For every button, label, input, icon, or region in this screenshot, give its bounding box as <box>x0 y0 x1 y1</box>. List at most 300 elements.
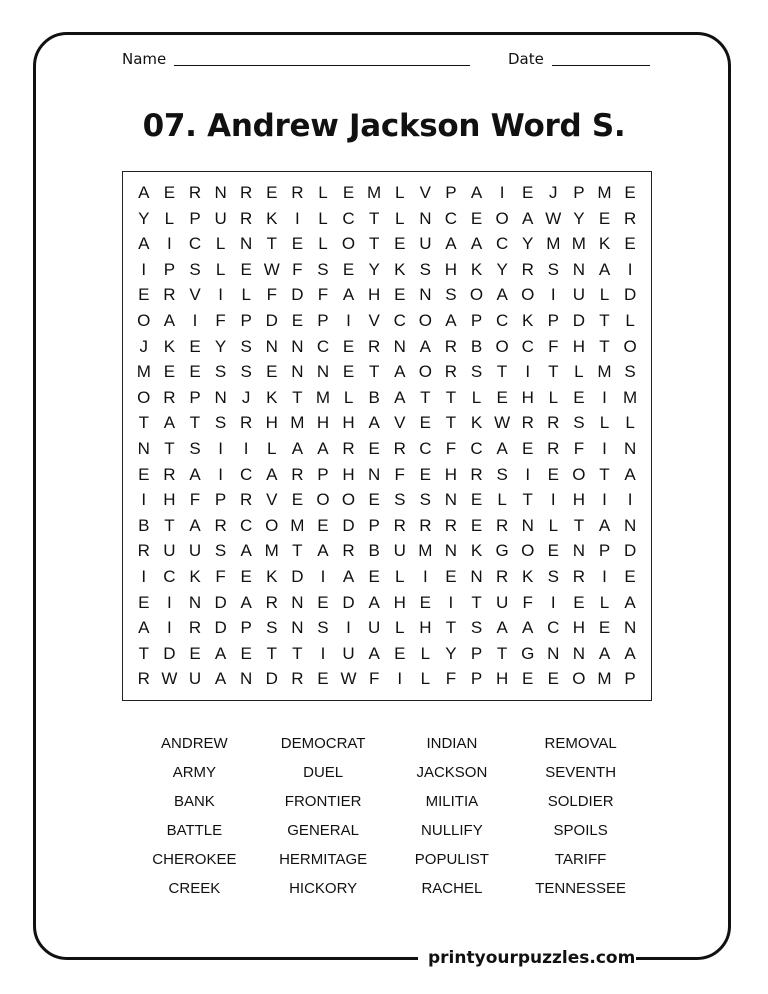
grid-cell: C <box>495 310 509 330</box>
grid-cell: P <box>470 669 483 689</box>
grid-cell: M <box>290 413 305 433</box>
grid-cell: H <box>316 413 330 433</box>
grid-cell: O <box>265 515 279 535</box>
word-list-item: BATTLE <box>166 822 223 839</box>
grid-cell: M <box>597 362 612 382</box>
grid-cell: S <box>445 285 457 305</box>
puzzle-grid-box <box>122 171 652 701</box>
grid-cell: A <box>598 515 611 535</box>
grid-cell: U <box>342 643 355 663</box>
grid-cell: A <box>496 618 508 638</box>
grid-cell: S <box>394 490 406 510</box>
grid-cell: N <box>240 234 253 254</box>
grid-cell: R <box>240 183 253 202</box>
grid-cell: L <box>395 618 405 638</box>
grid-cell: T <box>599 336 610 356</box>
grid-cell: L <box>548 515 559 535</box>
grid-cell: A <box>470 183 483 202</box>
grid-cell: T <box>189 413 201 433</box>
grid-cell: A <box>445 234 457 254</box>
grid-cell: O <box>572 669 586 689</box>
footer <box>0 946 768 972</box>
grid-cell: E <box>496 387 508 407</box>
grid-cell: D <box>291 285 304 305</box>
grid-cell: A <box>317 541 329 561</box>
word-list <box>130 734 645 908</box>
grid-cell: H <box>444 464 458 484</box>
grid-cell: E <box>291 310 304 330</box>
grid-cell: E <box>470 515 483 535</box>
grid-cell: O <box>521 285 535 305</box>
grid-cell: I <box>320 643 326 663</box>
grid-cell: E <box>547 464 559 484</box>
grid-cell: P <box>547 310 559 330</box>
grid-cell: T <box>164 515 175 535</box>
grid-cell: E <box>240 566 252 586</box>
grid-cell: L <box>318 183 328 202</box>
grid-cell: E <box>317 515 329 535</box>
grid-cell: E <box>522 438 534 458</box>
grid-cell: C <box>316 336 330 356</box>
word-list-item: BANK <box>173 793 215 810</box>
grid-cell: R <box>547 438 560 458</box>
name-label: Name <box>122 50 167 68</box>
grid-cell: R <box>137 541 150 561</box>
grid-cell: A <box>138 618 150 638</box>
grid-cell: O <box>495 336 509 356</box>
grid-cell: R <box>495 515 509 535</box>
grid-cell: E <box>624 234 636 254</box>
grid-cell: R <box>495 566 509 586</box>
grid-cell: I <box>602 438 607 458</box>
grid-cell: T <box>266 643 277 663</box>
grid-cell: R <box>393 515 406 535</box>
grid-cell: E <box>240 643 252 663</box>
grid-cell: N <box>368 464 381 484</box>
grid-cell: F <box>522 592 533 612</box>
grid-cell: I <box>602 387 607 407</box>
grid-cell: O <box>418 310 432 330</box>
grid-cell: U <box>572 285 586 305</box>
grid-cell: P <box>317 310 329 330</box>
grid-cell: E <box>419 592 431 612</box>
grid-cell: T <box>138 643 149 663</box>
grid-cell: F <box>368 669 380 689</box>
word-list-item: TARIFF <box>554 851 607 868</box>
grid-cell: V <box>189 285 201 305</box>
word-list-item: SEVENTH <box>545 764 617 781</box>
grid-cell: P <box>317 464 329 484</box>
grid-cell: E <box>317 669 329 689</box>
grid-cell: F <box>317 285 329 305</box>
grid-cell: A <box>522 618 534 638</box>
grid-cell: I <box>448 592 454 612</box>
grid-cell: T <box>548 362 559 382</box>
grid-cell: H <box>265 413 278 433</box>
grid-cell: C <box>188 234 202 254</box>
grid-cell: S <box>214 413 227 433</box>
grid-cell: A <box>240 541 252 561</box>
grid-cell: T <box>599 310 610 330</box>
grid-cell: R <box>521 413 534 433</box>
grid-cell: S <box>470 618 483 638</box>
grid-cell: N <box>572 643 586 663</box>
grid-cell: D <box>623 285 637 305</box>
word-list-item: TENNESSEE <box>535 880 627 897</box>
grid-cell: D <box>265 310 278 330</box>
grid-cell: H <box>495 669 509 689</box>
grid-cell: A <box>317 438 329 458</box>
grid-cell: A <box>342 285 355 305</box>
grid-cell: A <box>419 336 431 356</box>
grid-cell: I <box>525 464 531 484</box>
grid-cell: T <box>292 541 303 561</box>
grid-cell: E <box>573 592 585 612</box>
grid-cell: R <box>623 208 637 228</box>
grid-cell: N <box>316 362 330 382</box>
grid-cell: O <box>137 310 151 330</box>
grid-cell: A <box>368 413 380 433</box>
grid-cell: K <box>163 336 176 356</box>
grid-cell: M <box>418 541 433 561</box>
name-line <box>174 65 470 66</box>
grid-cell: T <box>420 387 431 407</box>
grid-cell: U <box>495 592 509 612</box>
grid-cell: U <box>188 669 202 689</box>
grid-cell: R <box>163 387 176 407</box>
grid-cell: T <box>496 362 508 382</box>
grid-cell: C <box>419 438 432 458</box>
grid-cell: R <box>393 438 406 458</box>
grid-cell: O <box>341 234 356 254</box>
grid-cell: N <box>393 336 406 356</box>
grid-cell: E <box>266 183 278 202</box>
grid-cell: I <box>602 566 607 586</box>
grid-cell: N <box>214 183 227 202</box>
grid-cell: R <box>188 183 202 202</box>
grid-cell: V <box>394 413 406 433</box>
word-list-item: ANDREW <box>161 735 228 752</box>
letter-grid <box>131 180 643 692</box>
grid-cell: I <box>167 592 172 612</box>
grid-cell: A <box>138 183 150 202</box>
grid-cell: A <box>624 464 636 484</box>
site-name: printyourpuzzles.com <box>428 948 636 968</box>
grid-cell: I <box>397 669 403 689</box>
grid-cell: A <box>522 208 534 228</box>
grid-cell: I <box>550 490 556 510</box>
grid-cell: R <box>342 438 355 458</box>
grid-cell: E <box>470 490 483 510</box>
grid-cell: A <box>266 464 278 484</box>
grid-cell: L <box>395 208 405 228</box>
grid-cell: E <box>291 234 304 254</box>
grid-cell: R <box>240 208 253 228</box>
word-list-item: MILITIA <box>425 793 479 810</box>
grid-cell: L <box>215 259 226 279</box>
grid-cell: A <box>598 259 611 279</box>
word-list-item: DEMOCRAT <box>280 735 366 752</box>
grid-cell: A <box>214 643 227 663</box>
grid-cell: T <box>368 362 380 382</box>
grid-cell: H <box>342 413 355 433</box>
grid-cell: P <box>240 310 252 330</box>
grid-cell: R <box>444 362 458 382</box>
grid-cell: C <box>495 234 509 254</box>
grid-cell: D <box>163 643 176 663</box>
grid-cell: I <box>294 208 300 228</box>
grid-cell: N <box>188 592 202 612</box>
grid-cell: E <box>342 362 355 382</box>
grid-cell: A <box>368 643 380 663</box>
grid-cell: W <box>494 413 511 433</box>
grid-cell: L <box>599 413 610 433</box>
grid-cell: L <box>267 438 277 458</box>
word-list-item: NULLIFY <box>421 822 483 839</box>
grid-cell: D <box>291 566 304 586</box>
grid-cell: Y <box>138 208 150 228</box>
grid-cell: R <box>163 464 176 484</box>
grid-cell: R <box>240 490 253 510</box>
grid-cell: R <box>521 259 534 279</box>
grid-cell: E <box>445 566 457 586</box>
grid-cell: R <box>291 464 304 484</box>
grid-cell: L <box>599 592 610 612</box>
grid-cell: M <box>290 515 305 535</box>
grid-cell: I <box>346 310 351 330</box>
grid-cell: A <box>624 643 636 663</box>
grid-cell: H <box>444 259 458 279</box>
grid-cell: C <box>547 618 560 638</box>
grid-cell: I <box>627 259 633 279</box>
grid-cell: F <box>266 285 277 305</box>
grid-cell: L <box>395 566 405 586</box>
grid-cell: E <box>547 541 559 561</box>
grid-cell: D <box>623 541 637 561</box>
grid-cell: C <box>240 464 253 484</box>
grid-cell: E <box>240 259 252 279</box>
grid-cell: C <box>444 208 458 228</box>
grid-cell: T <box>292 643 303 663</box>
grid-cell: T <box>522 490 533 510</box>
grid-cell: E <box>138 464 150 484</box>
grid-cell: T <box>573 515 585 535</box>
grid-cell: K <box>394 259 406 279</box>
grid-cell: E <box>368 566 380 586</box>
grid-cell: L <box>343 387 354 407</box>
grid-cell: D <box>214 618 227 638</box>
grid-cell: S <box>470 362 483 382</box>
grid-cell: S <box>189 438 201 458</box>
grid-cell: A <box>368 592 380 612</box>
grid-cell: K <box>522 310 534 330</box>
grid-cell: Y <box>214 336 227 356</box>
grid-cell: Y <box>368 259 380 279</box>
grid-cell: M <box>597 183 612 202</box>
grid-cell: A <box>291 438 304 458</box>
grid-cell: M <box>315 387 331 407</box>
grid-cell: B <box>138 515 150 535</box>
grid-cell: M <box>136 362 151 382</box>
grid-cell: T <box>368 234 380 254</box>
grid-cell: U <box>368 618 381 638</box>
grid-cell: O <box>316 490 330 510</box>
grid-cell: N <box>291 592 304 612</box>
grid-cell: K <box>470 259 483 279</box>
grid-cell: L <box>548 387 559 407</box>
grid-cell: N <box>419 208 432 228</box>
grid-cell: F <box>548 336 559 356</box>
grid-cell: L <box>625 310 635 330</box>
grid-cell: H <box>368 285 381 305</box>
grid-cell: A <box>240 592 252 612</box>
grid-cell: A <box>189 464 201 484</box>
grid-cell: T <box>266 234 277 254</box>
grid-cell: H <box>163 490 176 510</box>
grid-cell: L <box>599 285 610 305</box>
grid-cell: H <box>393 592 406 612</box>
grid-cell: S <box>189 259 201 279</box>
grid-cell: I <box>627 490 633 510</box>
grid-cell: R <box>291 669 304 689</box>
grid-cell: A <box>394 387 406 407</box>
word-list-item: FRONTIER <box>284 793 362 810</box>
word-list-item: JACKSON <box>416 764 488 781</box>
grid-cell: N <box>521 515 534 535</box>
grid-cell: Y <box>445 643 457 663</box>
grid-cell: K <box>266 208 278 228</box>
grid-cell: R <box>163 285 176 305</box>
grid-cell: I <box>167 234 172 254</box>
grid-cell: A <box>214 669 227 689</box>
grid-cell: W <box>161 669 178 689</box>
grid-cell: O <box>137 387 151 407</box>
grid-cell: E <box>394 643 406 663</box>
grid-cell: E <box>163 183 176 202</box>
grid-cell: J <box>549 183 558 202</box>
grid-cell: R <box>547 413 560 433</box>
grid-cell: R <box>214 515 227 535</box>
name-date-row <box>122 50 652 74</box>
grid-cell: R <box>368 336 381 356</box>
grid-cell: T <box>445 413 457 433</box>
grid-cell: F <box>573 438 585 458</box>
grid-cell: A <box>163 413 176 433</box>
grid-cell: V <box>266 490 278 510</box>
grid-cell: E <box>419 413 431 433</box>
grid-cell: E <box>138 592 150 612</box>
word-list-item: RACHEL <box>421 880 483 897</box>
grid-cell: R <box>419 515 432 535</box>
grid-cell: L <box>241 285 251 305</box>
grid-cell: P <box>189 208 201 228</box>
grid-cell: I <box>346 618 351 638</box>
grid-cell: S <box>419 259 431 279</box>
grid-cell: I <box>422 566 428 586</box>
grid-cell: A <box>342 566 355 586</box>
grid-cell: O <box>572 464 586 484</box>
grid-cell: I <box>167 618 172 638</box>
grid-cell: L <box>471 387 482 407</box>
grid-cell: D <box>342 515 355 535</box>
grid-cell: V <box>419 183 431 202</box>
grid-cell: E <box>522 183 534 202</box>
grid-cell: L <box>318 234 328 254</box>
grid-cell: E <box>624 566 636 586</box>
grid-cell: U <box>163 541 176 561</box>
grid-cell: K <box>470 413 483 433</box>
grid-cell: K <box>598 234 611 254</box>
grid-cell: C <box>342 208 355 228</box>
grid-cell: E <box>163 362 176 382</box>
word-list-item: SOLDIER <box>547 793 614 810</box>
grid-cell: O <box>341 490 356 510</box>
grid-cell: U <box>419 234 432 254</box>
grid-cell: M <box>597 669 612 689</box>
grid-cell: P <box>368 515 380 535</box>
grid-cell: E <box>394 285 406 305</box>
grid-cell: J <box>139 336 149 356</box>
grid-cell: N <box>214 387 227 407</box>
grid-cell: I <box>218 438 223 458</box>
grid-cell: F <box>215 310 226 330</box>
grid-cell: K <box>266 387 278 407</box>
grid-cell: P <box>573 183 585 202</box>
grid-cell: T <box>445 387 457 407</box>
grid-cell: M <box>622 387 638 407</box>
grid-cell: L <box>420 669 431 689</box>
grid-cell: E <box>598 208 611 228</box>
grid-cell: N <box>572 541 586 561</box>
grid-cell: I <box>243 438 249 458</box>
grid-cell: C <box>240 515 253 535</box>
grid-cell: E <box>368 490 380 510</box>
grid-cell: E <box>547 669 559 689</box>
grid-cell: I <box>141 566 147 586</box>
grid-cell: L <box>164 208 175 228</box>
grid-cell: R <box>265 592 278 612</box>
grid-cell: A <box>138 234 150 254</box>
grid-cell: N <box>623 618 637 638</box>
grid-cell: S <box>496 464 508 484</box>
grid-cell: S <box>547 259 559 279</box>
grid-cell: R <box>137 669 150 689</box>
grid-cell: E <box>624 183 636 202</box>
word-list-item: DUEL <box>303 764 344 781</box>
grid-cell: T <box>496 643 508 663</box>
grid-cell: E <box>266 362 278 382</box>
grid-cell: H <box>521 387 534 407</box>
grid-cell: D <box>265 669 278 689</box>
grid-cell: S <box>214 541 227 561</box>
grid-cell: E <box>368 438 380 458</box>
grid-cell: N <box>444 490 458 510</box>
grid-cell: A <box>496 285 508 305</box>
grid-cell: H <box>342 464 355 484</box>
grid-cell: L <box>625 413 635 433</box>
grid-cell: N <box>291 336 304 356</box>
grid-cell: A <box>624 592 636 612</box>
grid-cell: J <box>241 387 251 407</box>
grid-cell: H <box>572 618 586 638</box>
grid-cell: N <box>291 618 304 638</box>
grid-cell: W <box>263 259 280 279</box>
grid-cell: A <box>445 310 457 330</box>
grid-cell: N <box>265 336 278 356</box>
word-list-item: GENERAL <box>287 822 359 839</box>
grid-cell: I <box>550 285 556 305</box>
grid-cell: I <box>320 566 326 586</box>
